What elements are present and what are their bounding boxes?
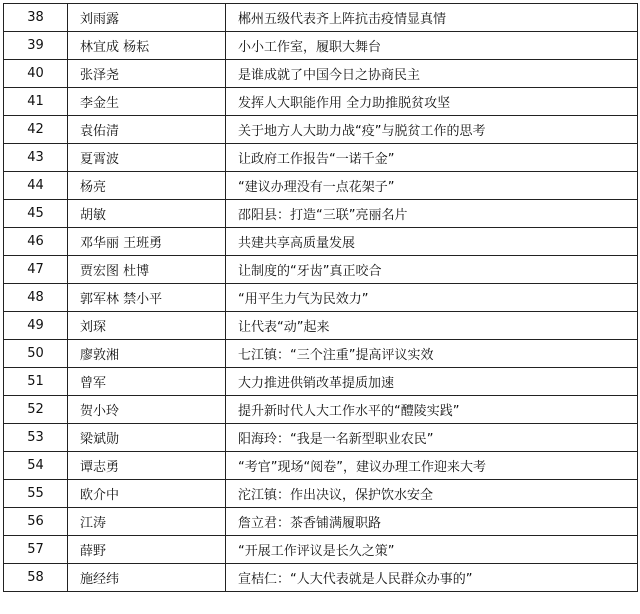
- row-author: 杨亮: [68, 172, 226, 200]
- row-title: 邵阳县：打造“三联”亮丽名片: [226, 200, 638, 228]
- table-row: [4, 424, 638, 452]
- row-title: 沱江镇：作出决议，保护饮水安全: [226, 480, 638, 508]
- row-author: 刘琛: [68, 312, 226, 340]
- table-row: [4, 144, 638, 172]
- table-row: [4, 396, 638, 424]
- table-row: [4, 284, 638, 312]
- table-row: [4, 256, 638, 284]
- row-title: 让代表“动”起来: [226, 312, 638, 340]
- row-number: 49: [4, 312, 68, 340]
- row-author: 李金生: [68, 88, 226, 116]
- row-author: 廖敦湘: [68, 340, 226, 368]
- row-author: 袁佑清: [68, 116, 226, 144]
- row-number: 52: [4, 396, 68, 424]
- row-number: 53: [4, 424, 68, 452]
- row-author: 贾宏图 杜博: [68, 256, 226, 284]
- row-number: 47: [4, 256, 68, 284]
- row-title: “用平生力气为民效力”: [226, 284, 638, 312]
- table-row: [4, 4, 638, 32]
- row-number: 44: [4, 172, 68, 200]
- row-number: 54: [4, 452, 68, 480]
- row-title: 让制度的“牙齿”真正咬合: [226, 256, 638, 284]
- row-title: 詹立君：茶香铺满履职路: [226, 508, 638, 536]
- row-author: 林宜成 杨耘: [68, 32, 226, 60]
- row-title: 七江镇：“三个注重”提高评议实效: [226, 340, 638, 368]
- row-title: 共建共享高质量发展: [226, 228, 638, 256]
- row-author: 胡敏: [68, 200, 226, 228]
- row-title: “建议办理没有一点花架子”: [226, 172, 638, 200]
- row-number: 55: [4, 480, 68, 508]
- row-title: 关于地方人大助力战“疫”与脱贫工作的思考: [226, 116, 638, 144]
- row-author: 薛野: [68, 536, 226, 564]
- articles-table: [3, 3, 638, 592]
- row-title: 小小工作室，履职大舞台: [226, 32, 638, 60]
- row-number: 51: [4, 368, 68, 396]
- row-author: 贺小玲: [68, 396, 226, 424]
- row-number: 57: [4, 536, 68, 564]
- table-row: [4, 536, 638, 564]
- row-number: 45: [4, 200, 68, 228]
- table-row: [4, 508, 638, 536]
- row-author: 邓华丽 王班勇: [68, 228, 226, 256]
- table-row: [4, 60, 638, 88]
- row-number: 56: [4, 508, 68, 536]
- row-title: 让政府工作报告“一诺千金”: [226, 144, 638, 172]
- row-number: 46: [4, 228, 68, 256]
- row-author: 谭志勇: [68, 452, 226, 480]
- row-number: 39: [4, 32, 68, 60]
- row-number: 58: [4, 564, 68, 592]
- table-row: [4, 312, 638, 340]
- row-number: 38: [4, 4, 68, 32]
- row-number: 50: [4, 340, 68, 368]
- row-author: 江涛: [68, 508, 226, 536]
- table-row: [4, 368, 638, 396]
- row-title: “开展工作评议是长久之策”: [226, 536, 638, 564]
- table-row: [4, 200, 638, 228]
- row-author: 张泽尧: [68, 60, 226, 88]
- row-author: 欧介中: [68, 480, 226, 508]
- row-author: 曾军: [68, 368, 226, 396]
- row-title: 发挥人大职能作用 全力助推脱贫攻坚: [226, 88, 638, 116]
- row-title: 郴州五级代表齐上阵抗击疫情显真情: [226, 4, 638, 32]
- row-title: “考官”现场“阅卷”，建议办理工作迎来大考: [226, 452, 638, 480]
- row-number: 43: [4, 144, 68, 172]
- table-row: [4, 228, 638, 256]
- table-row: [4, 32, 638, 60]
- row-author: 施经纬: [68, 564, 226, 592]
- row-number: 42: [4, 116, 68, 144]
- table-row: [4, 172, 638, 200]
- row-author: 刘雨露: [68, 4, 226, 32]
- table-row: [4, 452, 638, 480]
- row-author: 郭军林 禁小平: [68, 284, 226, 312]
- table-row: [4, 564, 638, 592]
- table-row: [4, 340, 638, 368]
- table-row: [4, 116, 638, 144]
- row-number: 41: [4, 88, 68, 116]
- table-body: [4, 4, 638, 592]
- row-title: 是谁成就了中国今日之协商民主: [226, 60, 638, 88]
- row-title: 大力推进供销改革提质加速: [226, 368, 638, 396]
- row-number: 48: [4, 284, 68, 312]
- row-author: 夏霄波: [68, 144, 226, 172]
- row-number: 40: [4, 60, 68, 88]
- table-row: [4, 480, 638, 508]
- row-title: 宣桔仁：“人大代表就是人民群众办事的”: [226, 564, 638, 592]
- row-title: 提升新时代人大工作水平的“醴陵实践”: [226, 396, 638, 424]
- row-title: 阳海玲：“我是一名新型职业农民”: [226, 424, 638, 452]
- table-row: [4, 88, 638, 116]
- row-author: 梁斌勋: [68, 424, 226, 452]
